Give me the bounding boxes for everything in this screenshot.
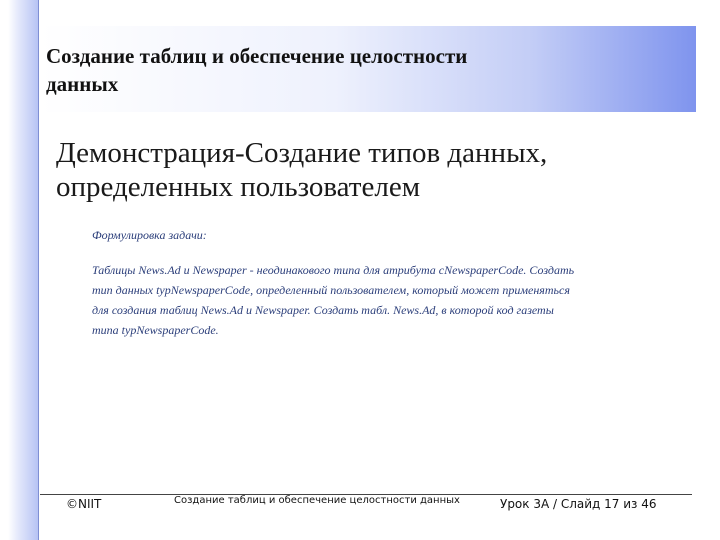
task-line-3: для создания таблиц News.Ad и Newspaper. Создать табл. News.Ad, в которой код газеты — [92, 303, 554, 317]
subtitle-line-1: Демонстрация-Создание типов данных, — [56, 137, 548, 169]
footer-course-title: Создание таблиц и обеспечение целостности данных — [174, 495, 460, 506]
left-bar-border — [38, 0, 39, 540]
slide-subtitle — [56, 136, 676, 204]
subtitle-line-2: определенных пользователем — [56, 171, 421, 203]
task-description — [92, 260, 682, 340]
task-line-1: Таблицы News.Ad и Newspaper - неодинакового типа для атрибута cNewspaperCode. Создать — [92, 263, 575, 277]
task-label: Формулировка задачи: — [92, 228, 207, 242]
slide-title-line-1: Создание таблиц и обеспечение целостности — [46, 44, 468, 68]
task-line-4: типа typNewspaperCode. — [92, 323, 219, 337]
slide-title-line-2: данных — [46, 72, 119, 96]
left-decorative-bar — [8, 0, 38, 540]
footer-slide-number: Урок 3A / Слайд 17 из 46 — [500, 497, 657, 511]
slide-title — [46, 42, 646, 98]
task-line-2: тип данных typNewspaperCode, определенный пользователем, который может применяться — [92, 283, 570, 297]
footer-copyright: ©NIIT — [66, 497, 102, 511]
